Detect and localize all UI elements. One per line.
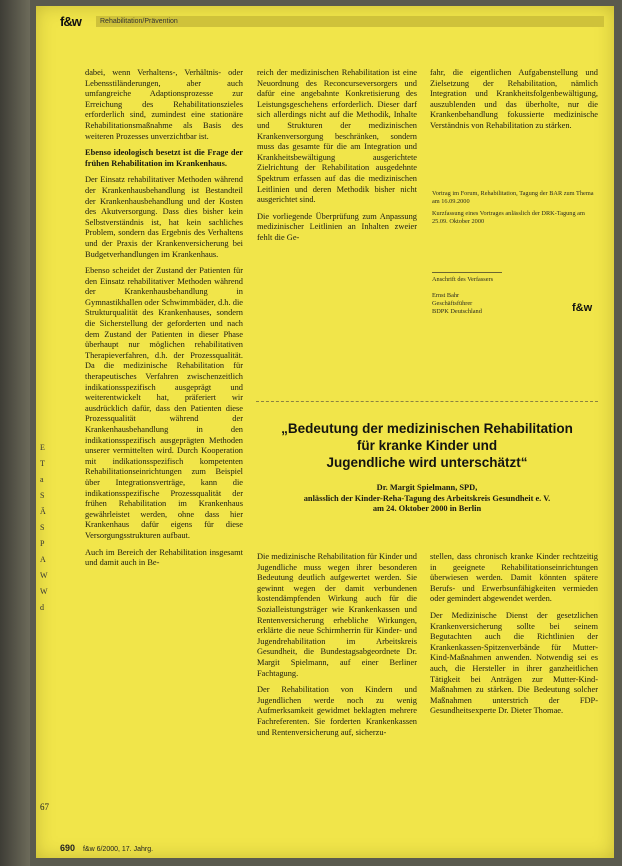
address-line: Geschäftsführer [432,300,473,307]
title-line: für kranke Kinder und [356,438,498,453]
paragraph: Der Rehabilitation von Kindern und Jugendlichen werde noch zu wenig Aufmerksamkeit gewidmet beklagten mehrere Fachreferenten. Sie forderten Krankenkassen und Rentenversicherung auf, sicherzu- [257,685,417,737]
footnotes [432,190,598,230]
paragraph: reich der medizinischen Rehabilitation ist eine Neuordnung des Reconcurseversorgers und dafür eine angebahnte Konkretisierung des Leistungsgeschehens erforderlich. Dieser darf sich allerdings nicht auf die Methodik, Inhalte und Strukturen der medizinischen Krankenversorgung beschränken, sondern muss das gesamte für die am Integration und Krankheitsbewältigung ausgerichtete Zielrichtung der Rehabilitation ausgedehnte Spektrum erfassen auf das die medizinischen Leitlinien und deren Methodik bisher nicht ausgerichtet sind. [257,68,417,205]
margin-letter: S [40,491,45,500]
title-line: „Bedeutung der medizinischen Rehabilitation [281,421,573,436]
paragraph: Der Medizinische Dienst der gesetzlichen Krankenversicherung sollte bei seinem Begutachten auch die Richtlinien der Krankenkassen-Spitzenverbände für Mutter-Kind-Maßnahmen anwenden. Notwendig sei es auch, die Hersteller in ihrer ganzheitlichen Tätigkeit bei Anträgen zur Mutter-Kind-Maßnahmen zu stärken. Die Bedeutung solcher Maßnahmen unterstrich der FDP-Gesundheitsexperte Dr. Dieter Thomae. [430,610,598,716]
article-byline [256,483,598,515]
footnote: Vortrag im Forum, Rehabilitation, Tagung der BAR zum Thema am 16.09.2000 [432,190,594,205]
scan-shadow-strip [0,0,30,866]
title-line: Jugendliche wird unterschätzt“ [326,455,528,470]
page-footer [60,843,600,855]
margin-letter: a [40,475,44,484]
paragraph: Die vorliegende Überprüfung zum Anpassung medizinischer Leitlinien an Inhalten zweier fehlt die Ge- [257,211,417,242]
address-line: BDPK Deutschland [432,308,482,315]
margin-letter: d [40,603,44,612]
margin-letter: E [40,443,45,452]
byline-line: Dr. Margit Spielmann, SPD, [376,483,478,492]
paragraph: Die medizinische Rehabilitation für Kinder und Jugendliche muss wegen ihrer besonderen Bedeutung deutlich aufgewertet werden. Sie gewinnt wegen der damit verbundenen kostendämpfenden Wirkung auch für die Sozialleistungsträger wie Krankenkassen und Rentenversicherung erhebliche Wirkungen, erklärte die neue Schirmherrin für Kinder- und Jugendrehabilitation im Arbeitskreis Gesundheit, die Bundestagsabgeordnete Dr. Margit Spielmann, auf einer Berliner Fachtagung. [257,552,417,678]
paragraph: Ebenso scheidet der Zustand der Patienten für den Einsatz rehabilitativer Methoden während der Krankenhausbehandlung in Gymnastikhallen oder Schwimmbäder, d.h. die Strukturqualität des Krankenhauses, sondern die Sicherstellung der geforderten und nach dem Zustand der Patienten in dieser Phase überhaupt nur möglichen rehabilitativen Therapieverfahren, d.h. der Prozessqualität. Da die medizinische Rehabilitation für therapeutisches Verfahren zwischenzeitlich indikationsspezifisch ausgeprägt und weiterentwickelt hat, präferiert wir ausdrücklich dafür, dass den Patienten diese Prozessqualität während der Krankenhausbehandlung in den indikationsspezifisch ausgeprägten Methoden unserer vermittelten wird. Durch Kooperation mit indikationsspezifisch kompetenten Rehabilitationseinrichtungen zum Beispiel über Integrationsverträge, kann die indikationsspezifische Prozessqualität der frühen Rehabilitation im Krankenhaus gewährleistet werden, ohne dass hier Krankenhaus dafür eigens für diese Versorgungsstrukturen aufbaut. [85,266,243,540]
margin-letter: P [40,539,45,548]
end-sign-logo: f&w [572,302,593,314]
column-5 [430,552,598,723]
margin-letter: W [40,571,48,580]
margin-page-number: 67 [40,802,49,812]
paragraph: fahr, die eigentlichen Aufgabenstellung und Zielsetzung der Rehabilitation, nämlich Integration und Krankheitsfolgenbewältigung, auszublenden und das überholte, nur die Krankenbehandlung fokussierte medizinische Verständnis von Rehabilitation zu stärken. [430,68,598,130]
column-1 [85,68,243,575]
address-line: Ernst Bahr [432,292,460,299]
divider [432,272,502,273]
margin-letter: S [40,523,45,532]
page-header [60,14,600,30]
page-number: 690 [60,843,76,853]
paragraph: Der Einsatz rehabilitativer Methoden während der Krankenhausbehandlung ist Bestandteil der Krankenhausbehandlung und der Kosten des Akutversorgung. Dass dies bisher kein Selbstverständnis ist, hat kein sachliches Problem, sondern das Ergebnis des Verhaltens und der Praxis der Krankenversicherung bei Budgetverhandlungen im Krankenhaus. [85,175,243,259]
footer-text: f&w 6/2000, 17. Jahrg. [82,846,154,853]
margin-letter: A [40,555,46,564]
margin-letter: Ä [40,507,46,516]
byline-line: am 24. Oktober 2000 in Berlin [372,504,482,514]
margin-letter: W [40,587,48,596]
article-title [256,420,598,471]
byline-line: anlässlich der Kinder-Reha-Tagung des Arbeitskreis Gesundheit e. V. [303,493,551,503]
column-3 [430,68,598,138]
magazine-logo: f&w [60,14,81,29]
margin-fragments [40,440,56,616]
column-4 [257,552,417,744]
section-rubric: Rehabilitation/Prävention [96,16,604,27]
subheading: Ebenso ideologisch besetzt ist die Frage der frühen Rehabilitation im Krankenhaus. [85,148,243,168]
column-2 [257,68,417,250]
paragraph: dabei, wenn Verhaltens-, Verhältnis- oder Lebensstiländerungen, aber auch umfangreiche Adaptionsprozesse zur Erreichung des Rehabilitationszieles erforderlich sind, zumindest eine stationäre Rehabilitationsmaßnahme als Basis des weiteren Prozesses unverzichtbar ist. [85,68,243,141]
footnote: Kurzfassung eines Vortrages anlässlich der DRK-Tagung am 25.09. Oktober 2000 [432,210,585,225]
paragraph: stellen, dass chronisch kranke Kinder rechtzeitig in geeignete Rehabilitationseinrichtungen überwiesen werden. Damit könnten spätere Berufs- und Erwerbsunfähigkeiten vermieden oder gemindert abgewendet werden. [430,552,598,604]
section-divider [256,401,598,402]
paragraph: Auch im Bereich der Rehabilitation insgesamt und damit auch in Be- [85,547,243,568]
address-label: Anschrift des Verfassers [432,276,494,283]
margin-letter: T [40,459,45,468]
